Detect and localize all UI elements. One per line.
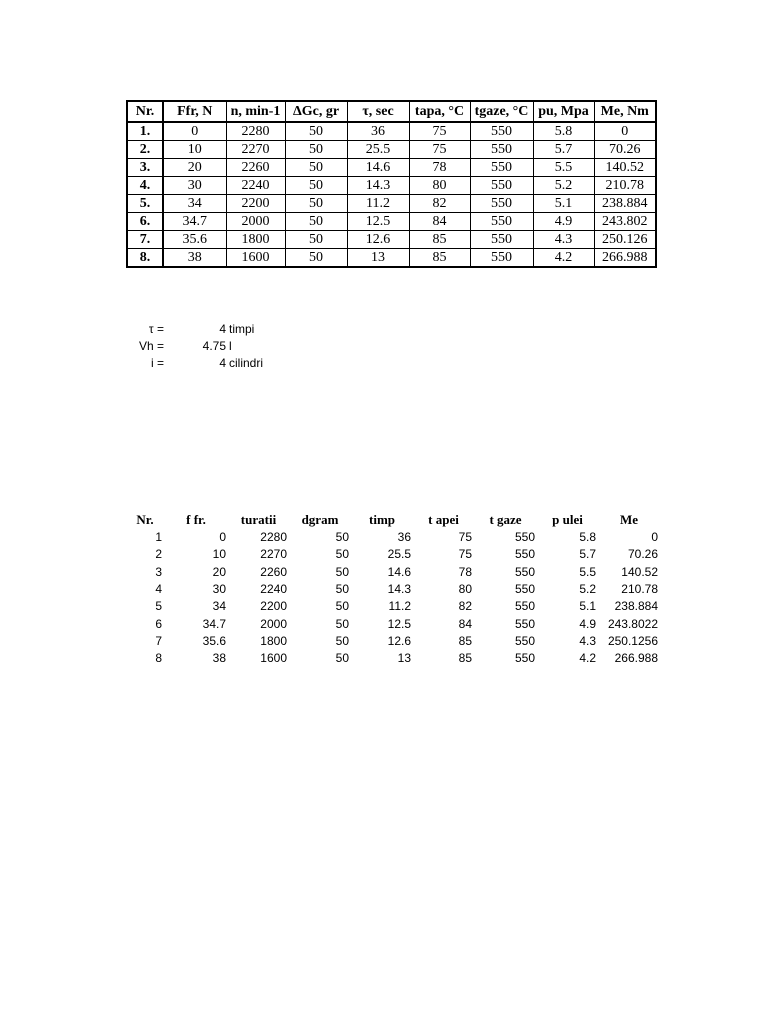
table-cell: 550 [470,231,533,249]
table-row [126,650,660,667]
table-cell: 550 [514,616,535,631]
table-cell: 14.6 [347,159,409,177]
table-cell: 38 [163,249,226,268]
table-cell: 0 [651,530,658,545]
table-cell: 70.26 [627,547,658,562]
table-cell: 550 [514,582,535,597]
header-cell: n, min-1 [226,101,285,122]
table-cell: 2270 [260,547,287,562]
table-cell: 5.2 [533,177,594,195]
table-cell: 75 [409,141,470,159]
table-cell: 2260 [260,564,287,579]
table-cell: 6 [155,616,162,631]
header-cell: τ, sec [347,101,409,122]
header-cell: Ffr, N [163,101,226,122]
table-cell: 5.1 [533,195,594,213]
table-cell: 243.802 [594,213,656,231]
table-cell: 4 [155,582,162,597]
header-cell: timp [369,512,395,527]
table-cell: 36 [347,122,409,141]
table-cell: 4.3 [533,231,594,249]
param-label: i = [150,356,164,370]
table-cell: 34.7 [163,213,226,231]
table-cell: 85 [458,651,472,666]
table-cell: 14.6 [387,564,411,579]
table-cell: 4.9 [579,616,596,631]
table-row [127,159,656,177]
table-cell: 25.5 [347,141,409,159]
table-cell: 78 [409,159,470,177]
table-header-row [127,101,656,122]
table-cell: 550 [514,547,535,562]
table-cell: 250.126 [594,231,656,249]
table-cell: 50 [285,177,347,195]
table-cell: 250.1256 [607,633,658,648]
table-cell: 12.5 [387,616,411,631]
table-cell: 5.8 [533,122,594,141]
table-cell: 1 [155,530,162,545]
table-cell: 2. [127,141,163,159]
table-cell: 550 [470,141,533,159]
table-cell: 14.3 [387,582,411,597]
table-row [126,598,660,615]
table-cell: 50 [285,249,347,268]
table-cell: 78 [458,564,472,579]
table-cell: 5. [127,195,163,213]
table-cell: 7 [155,633,162,648]
table-cell: 80 [458,582,472,597]
table-row [127,141,656,159]
table-cell: 34.7 [202,616,226,631]
table-cell: 4.3 [579,633,596,648]
table-cell: 50 [335,633,349,648]
table-cell: 2 [155,547,162,562]
table-cell: 243.8022 [607,616,658,631]
table-cell: 140.52 [621,564,658,579]
table-cell: 2200 [260,599,287,614]
table-cell: 84 [458,616,472,631]
table-cell: 50 [335,530,349,545]
table-cell: 550 [514,530,535,545]
param-unit: l [229,339,232,353]
table-cell: 75 [458,547,472,562]
table-cell: 11.2 [347,195,409,213]
header-cell: Me [619,512,639,527]
table-cell: 85 [409,249,470,268]
table-cell: 266.988 [594,249,656,268]
table-cell: 50 [285,213,347,231]
table-cell: 50 [335,564,349,579]
table-cell: 5.8 [579,530,596,545]
table-cell: 50 [335,599,349,614]
table-row [127,249,656,268]
table-cell: 35.6 [163,231,226,249]
param-label: Vh = [138,339,164,353]
table-cell: 50 [285,231,347,249]
table-cell: 550 [470,249,533,268]
table-cell: 5 [155,599,162,614]
table-cell: 50 [335,651,349,666]
table-cell: 550 [470,195,533,213]
table-cell: 50 [285,122,347,141]
table-cell: 75 [409,122,470,141]
table-cell: 0 [594,122,656,141]
table-cell: 70.26 [594,141,656,159]
table-cell: 550 [514,651,535,666]
table-cell: 35.6 [202,633,226,648]
table-cell: 50 [285,141,347,159]
table-header-row [126,511,660,529]
table-cell: 1600 [260,651,287,666]
table-cell: 85 [409,231,470,249]
table-cell: 13 [347,249,409,268]
table-cell: 25.5 [387,547,411,562]
table-cell: 20 [163,159,226,177]
table-row [127,213,656,231]
table-row [126,529,660,546]
header-cell: tapa, °C [409,101,470,122]
table-cell: 1800 [226,231,285,249]
param-label: τ = [148,322,164,336]
table-cell: 75 [458,530,472,545]
table-cell: 2280 [260,530,287,545]
table-cell: 50 [285,195,347,213]
param-unit: timpi [229,322,255,336]
table-row [126,633,660,650]
table-cell: 550 [514,599,535,614]
header-cell: ΔGc, gr [285,101,347,122]
table-cell: 11.2 [388,599,411,614]
table-row [127,177,656,195]
table-cell: 50 [335,547,349,562]
header-cell: Nr. [127,101,163,122]
table-cell: 4.9 [533,213,594,231]
header-cell: tgaze, °C [470,101,533,122]
table-cell: 50 [285,159,347,177]
table-cell: 5.5 [533,159,594,177]
table-cell: 2200 [226,195,285,213]
table-cell: 34 [212,599,226,614]
table-cell: 2260 [226,159,285,177]
param-value: 4 [219,322,226,336]
table-cell: 5.1 [579,599,596,614]
table-cell: 550 [470,177,533,195]
table-cell: 7. [127,231,163,249]
header-cell: turatii [240,512,277,527]
table-cell: 5.7 [533,141,594,159]
table-cell: 84 [409,213,470,231]
table-cell: 20 [212,564,226,579]
table-row [127,231,656,249]
table-cell: 1800 [260,633,287,648]
table-row [126,564,660,581]
param-unit: cilindri [229,356,264,370]
table-cell: 80 [409,177,470,195]
table-cell: 2240 [260,582,287,597]
param-value: 4 [219,356,226,370]
table-cell: 4.2 [579,651,596,666]
table-cell: 10 [212,547,226,562]
table-cell: 550 [514,564,535,579]
header-cell: p ulei [552,512,583,527]
table-cell: 1600 [226,249,285,268]
header-cell: t apei [428,512,459,527]
table-cell: 238.884 [594,195,656,213]
table-cell: 210.78 [594,177,656,195]
table-row [126,581,660,598]
table-cell: 2270 [226,141,285,159]
results-table-raw [126,511,660,667]
table-cell: 238.884 [614,599,658,614]
table-cell: 1. [127,122,163,141]
table-row [127,122,656,141]
table-cell: 5.2 [579,582,596,597]
table-cell: 8 [155,651,162,666]
header-cell: f fr. [186,512,206,527]
table-cell: 12.5 [347,213,409,231]
table-cell: 4. [127,177,163,195]
table-cell: 140.52 [594,159,656,177]
table-cell: 3. [127,159,163,177]
header-cell: t gaze [489,512,522,527]
table-cell: 38 [212,651,226,666]
table-cell: 30 [212,582,226,597]
table-cell: 550 [470,213,533,231]
header-cell: Me, Nm [594,101,656,122]
table-cell: 34 [163,195,226,213]
table-cell: 550 [514,633,535,648]
table-cell: 30 [163,177,226,195]
table-cell: 550 [470,122,533,141]
table-cell: 14.3 [347,177,409,195]
table-cell: 2240 [226,177,285,195]
table-row [126,546,660,563]
table-cell: 0 [219,530,226,545]
table-cell: 82 [458,599,472,614]
table-cell: 12.6 [347,231,409,249]
table-cell: 50 [335,582,349,597]
header-cell: pu, Mpa [533,101,594,122]
table-cell: 13 [397,651,411,666]
table-cell: 6. [127,213,163,231]
table-cell: 12.6 [387,633,411,648]
table-cell: 10 [163,141,226,159]
table-cell: 550 [470,159,533,177]
table-row [127,195,656,213]
param-value: 4.75 [202,339,226,353]
table-cell: 4.2 [533,249,594,268]
table-cell: 210.78 [621,582,658,597]
header-cell: Nr. [136,512,154,527]
table-row [126,615,660,632]
table-cell: 2280 [226,122,285,141]
table-cell: 5.5 [579,564,596,579]
table-cell: 266.988 [614,651,658,666]
table-cell: 2000 [226,213,285,231]
table-cell: 8. [127,249,163,268]
table-cell: 82 [409,195,470,213]
table-cell: 85 [458,633,472,648]
table-cell: 2000 [260,616,287,631]
results-table-formatted [126,100,657,268]
table-cell: 0 [163,122,226,141]
header-cell: dgram [301,512,339,527]
table-cell: 50 [335,616,349,631]
table-cell: 5.7 [579,547,596,562]
table-cell: 36 [397,530,411,545]
table-cell: 3 [155,564,162,579]
